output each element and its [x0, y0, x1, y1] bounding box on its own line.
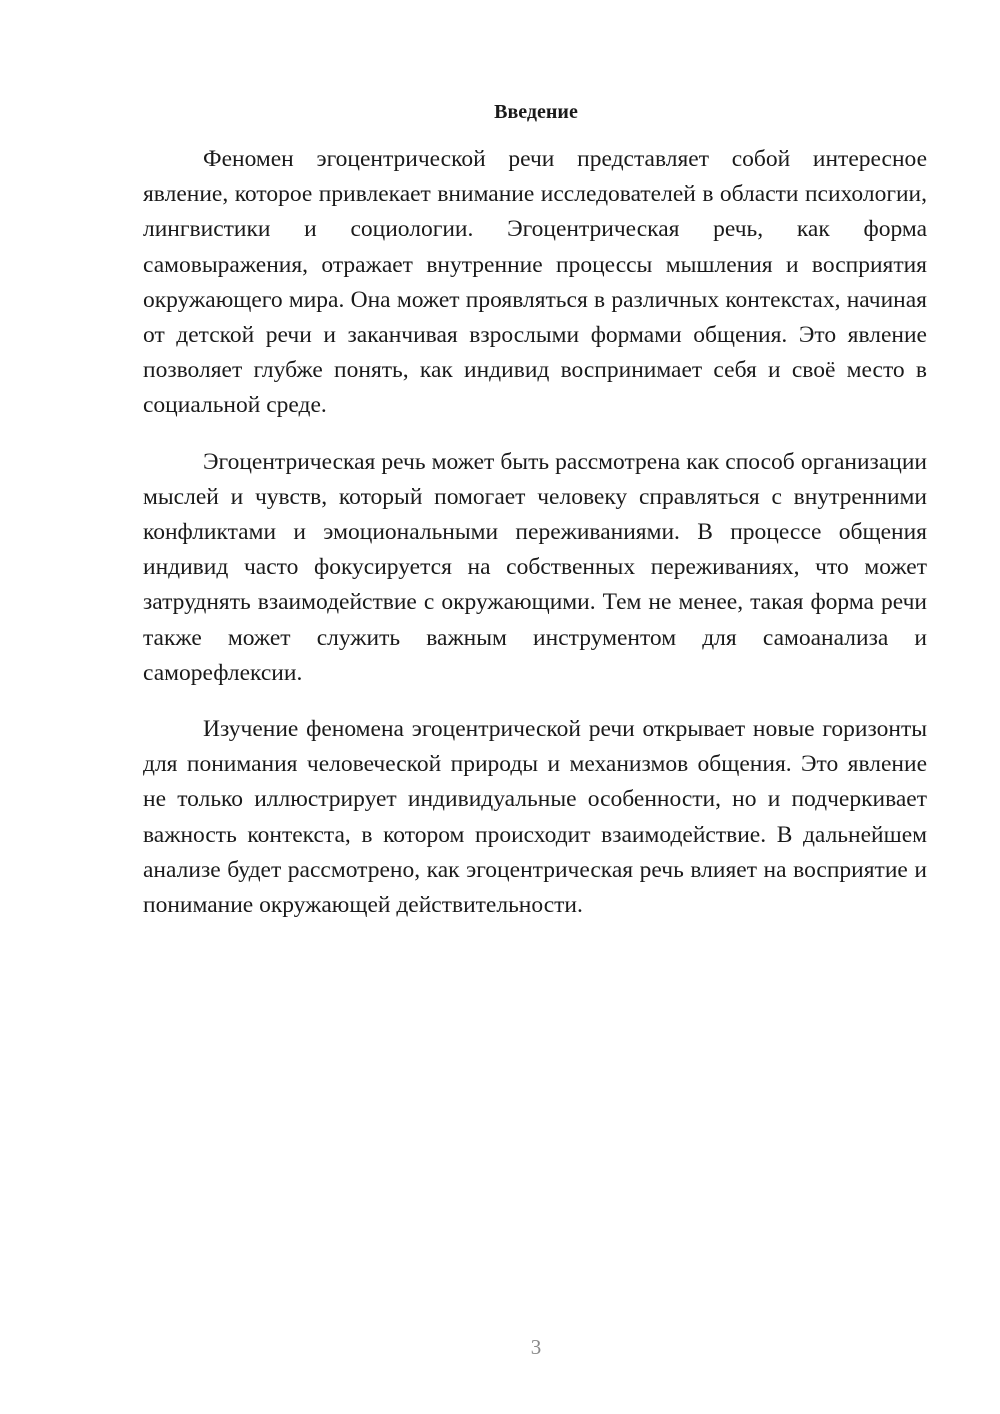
page-number: 3	[530, 1335, 542, 1359]
body-text	[143, 142, 927, 923]
paragraph: Изучение феномена эгоцентрической речи открывает новые горизонты для понимания человеческой природы и механизмов общения. Это явление не только иллюстрирует индивидуальные особенности, но и подчеркивает важность контекста, в котором происходит взаимодействие. В дальнейшем анализе будет рассмотрено, как эгоцентрическая речь влияет на восприятие и понимание окружающей действительности.	[143, 716, 927, 919]
paragraph: Эгоцентрическая речь может быть рассмотрена как способ организации мыслей и чувств, который помогает человеку справляться с внутренними конфликтами и эмоциональными переживаниями. В процессе общения индивид часто фокусируется на собственных переживаниях, что может затруднять взаимодействие с окружающими. Тем не менее, такая форма речи также может служить важным инструментом для самоанализа и саморефлексии.	[143, 448, 927, 686]
paragraph: Феномен эгоцентрической речи представляет собой интересное явление, которое привлекает внимание исследователей в области психологии, лингвистики и социологии. Эгоцентрическая речь, как форма самовыражения, отражает внутренние процессы мышления и восприятия окружающего мира. Она может проявляться в различных контекстах, начиная от детской речи и заканчивая взрослыми формами общения. Это явление позволяет глубже понять, как индивид воспринимает себя и своё место в социальной среде.	[143, 146, 927, 419]
section-heading: Введение	[494, 101, 578, 123]
